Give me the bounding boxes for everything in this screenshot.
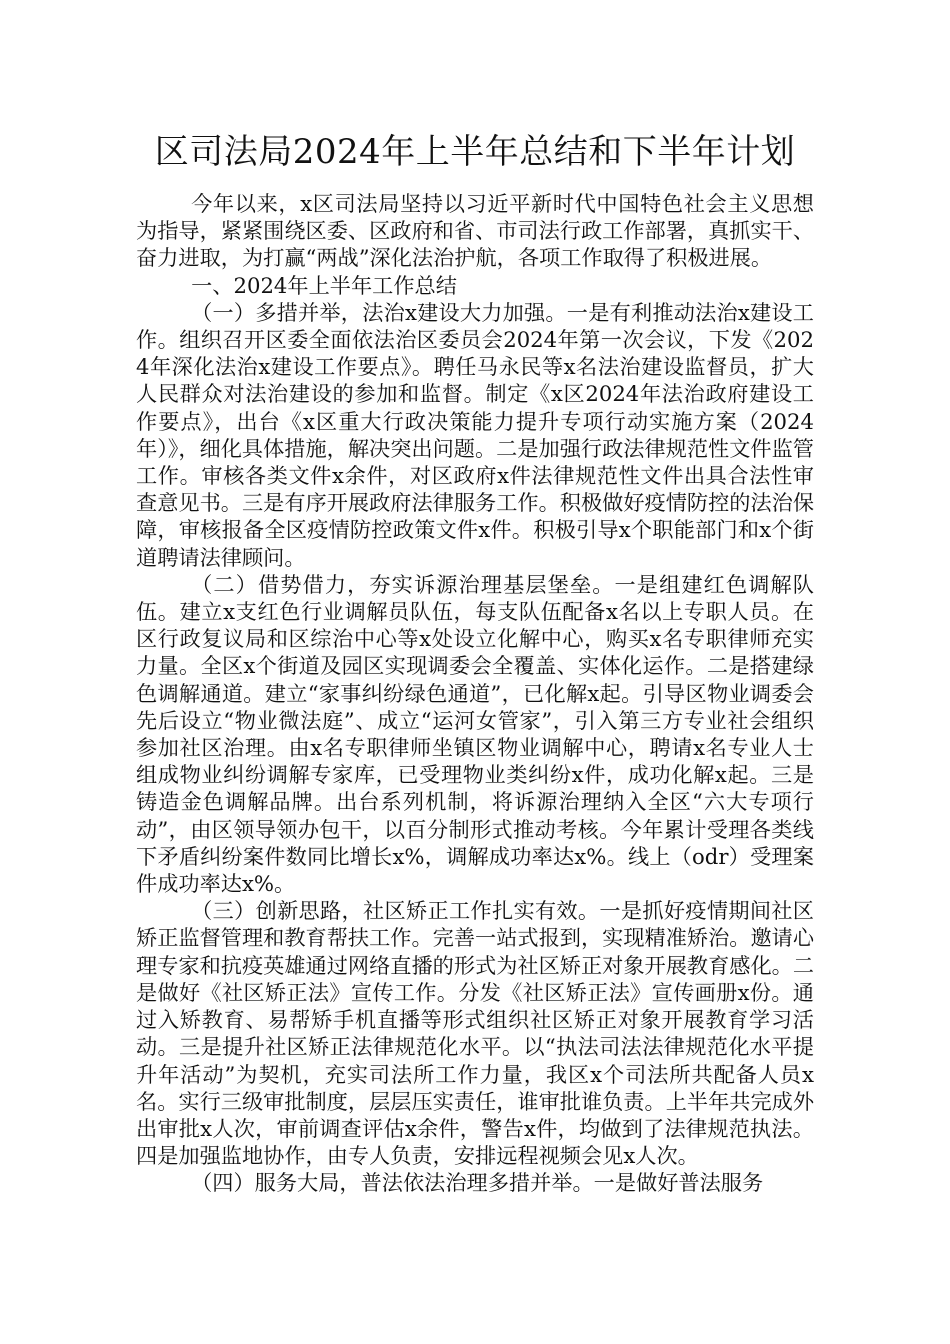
paragraph-section-4: （四）服务大局，普法依法治理多措并举。一是做好普法服务	[191, 1170, 764, 1196]
paragraph-section-3: （三）创新思路，社区矫正工作扎实有效。一是抓好疫情期间社区矫正监督管理和教育帮扶工作。完善一站式报到，实现精准矫治。邀请心理专家和抗疫英雄通过网络直播的形式为社区矫正对象开展教育感化。二是做好《社区矫正法》宣传工作。分发《社区矫正法》宣传画册x份。通过入矫教育、易帮矫手机直播等形式组织社区矫正对象开展教育学习活动。三是提升社区矫正法律规范化水平。以“执法司法法律规范化水平提升年活动”为契机，充实司法所工作力量，我区x个司法所共配备人员x名。实行三级审批制度，层层压实责任，谁审批谁负责。上半年共完成外出审批x人次，审前调查评估x余件，警告x件，均做到了法律规范执法。四是加强监地协作，由专人负责，安排远程视频会见x人次。	[136, 898, 815, 1169]
section-heading: 一、2024年上半年工作总结	[191, 272, 457, 298]
document-title: 区司法局2024年上半年总结和下半年计划	[154, 132, 796, 172]
intro-paragraph: 今年以来，x区司法局坚持以习近平新时代中国特色社会主义思想为指导，紧紧围绕区委、区政府和省、市司法行政工作部署，真抓实干、奋力进取，为打赢“两战”深化法治护航，各项工作取得了积极进展。	[136, 191, 815, 271]
paragraph-section-1: （一）多措并举，法治x建设大力加强。一是有利推动法治x建设工作。组织召开区委全面依法治区委员会2024年第一次会议，下发《2024年深化法治x建设工作要点》。聘任马永民等x名法治建设监督员，扩大人民群众对法治建设的参加和监督。制定《x区2024年法治政府建设工作要点》，出台《x区重大行政决策能力提升专项行动实施方案（2024年）》，细化具体措施，解决突出问题。二是加强行政法律规范性文件监管工作。审核各类文件x余件，对区政府x件法律规范性文件出具合法性审查意见书。三是有序开展政府法律服务工作。积极做好疫情防控的法治保障，审核报备全区疫情防控政策文件x件。积极引导x个职能部门和x个街道聘请法律顾问。	[136, 299, 815, 570]
paragraph-section-2: （二）借势借力，夯实诉源治理基层堡垒。一是组建红色调解队伍。建立x支红色行业调解员队伍，每支队伍配备x名以上专职人员。在区行政复议局和区综治中心等x处设立化解中心，购买x名专职律师充实力量。全区x个街道及园区实现调委会全覆盖、实体化运作。二是搭建绿色调解通道。建立“家事纠纷绿色通道”，已化解x起。引导区物业调委会先后设立“物业微法庭”、成立“运河女管家”，引入第三方专业社会组织参加社区治理。由x名专职律师坐镇区物业调解中心，聘请x名专业人士组成物业纠纷调解专家库，已受理物业类纠纷x件，成功化解x起。三是铸造金色调解品牌。出台系列机制，将诉源治理纳入全区“六大专项行动”，由区领导领办包干，以百分制形式推动考核。今年累计受理各类线下矛盾纠纷案件数同比增长x%，调解成功率达x%。线上（odr）受理案件成功率达x%。	[136, 571, 814, 897]
